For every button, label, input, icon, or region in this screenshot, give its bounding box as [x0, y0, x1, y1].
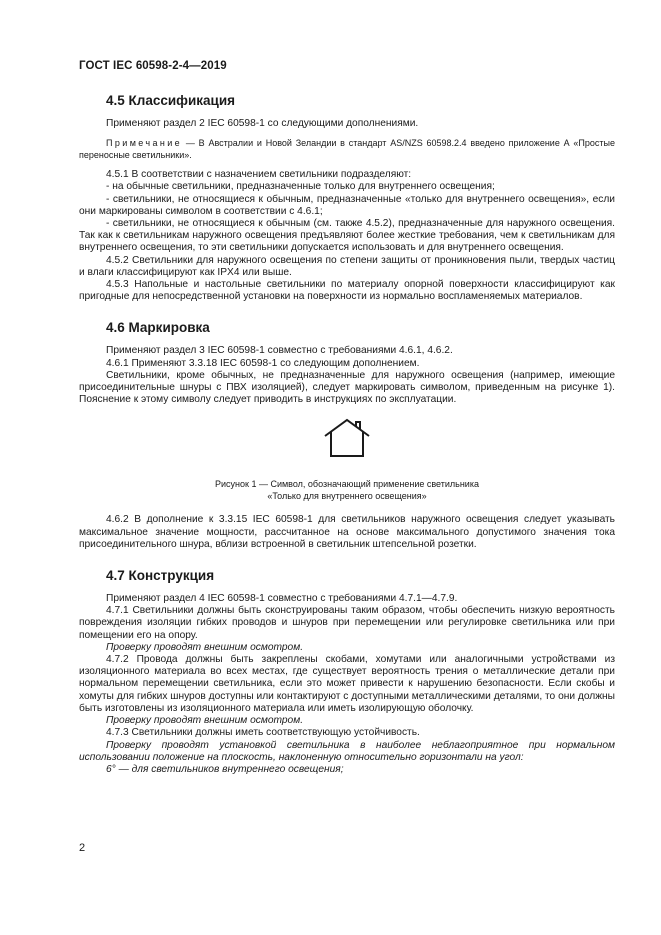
- list-item: - светильники, не относящиеся к обычным, предназначенные «только для внутреннего освещения», если они маркированы символом в соответствии с 4.6.1;: [79, 193, 615, 217]
- note-text: — В Австралии и Новой Зеландии в стандарт AS/NZS 60598.2.4 введено приложение А «Простые переносные светильники».: [79, 138, 615, 160]
- check-note: Проверку проводят установкой светильника в наиболее неблагоприятное при нормальном использовании положение на плоскость, наклоненную относительно горизонтали на угол:: [79, 739, 615, 763]
- paragraph: 4.6.1 Применяют 3.3.18 IEC 60598-1 со следующим дополнением.: [106, 357, 420, 369]
- figure-caption: [79, 478, 615, 502]
- section-title-4-5: 4.5 Классификация: [106, 93, 236, 108]
- document-header: ГОСТ IEC 60598-2-4—2019: [79, 60, 227, 72]
- paragraph: Светильники, кроме обычных, не предназначенные для наружного освещения (например, имеющие присоединительные шнуры с ПВХ изоляцией), следует маркировать символом, приведенным на рисунке 1). Пояснение к этому символу следует приводить в инструкциях по эксплуатации.: [79, 369, 615, 406]
- section-title-4-6: 4.6 Маркировка: [106, 320, 210, 336]
- paragraph: 4.7.3 Светильники должны иметь соответствующую устойчивость.: [106, 727, 420, 739]
- figure-1: [79, 418, 615, 502]
- check-note: 6° — для светильников внутреннего освещения;: [106, 763, 344, 775]
- figure-caption-line-2: «Только для внутреннего освещения»: [267, 491, 427, 502]
- list-item: - на обычные светильники, предназначенные только для внутреннего освещения;: [106, 181, 495, 193]
- paragraph: 4.6.2 В дополнение к 3.3.15 IEC 60598-1 для светильников наружного освещения следует указывать максимальное значение мощности, рассчитанное на основе максимального допустимого значения тока присоединительного шнура, вблизи встроенной в светильник штепсельной розетки.: [79, 514, 615, 550]
- document-body: [79, 92, 615, 776]
- check-note: Проверку проводят внешним осмотром.: [106, 641, 304, 653]
- note-label: Примечание: [106, 138, 183, 149]
- figure-caption-line-1: Рисунок 1 — Символ, обозначающий применение светильника: [215, 479, 479, 490]
- page-number: 2: [79, 842, 86, 854]
- paragraph: Применяют раздел 2 IEC 60598-1 со следующими дополнениями.: [106, 118, 419, 129]
- paragraph: 4.5.2 Светильники для наружного освещения по степени защиты от проникновения пыли, твердых частиц и влаги классифицируют как IPX4 или выше.: [79, 254, 615, 278]
- paragraph: 4.5.3 Напольные и настольные светильники по материалу опорной поверхности классифицируют как пригодные для непосредственной установки на поверхности из нормально воспламеняемых материалов.: [79, 279, 615, 303]
- section-title-4-7: 4.7 Конструкция: [106, 568, 215, 584]
- paragraph: 4.5.1 В соответствии с назначением светильники подразделяют:: [106, 169, 412, 181]
- house-symbol-icon: [322, 418, 372, 458]
- paragraph: Применяют раздел 3 IEC 60598-1 совместно с требованиями 4.6.1, 4.6.2.: [106, 345, 453, 357]
- check-note: Проверку проводят внешним осмотром.: [106, 715, 304, 727]
- note: [79, 138, 615, 161]
- list-item: - светильники, не относящиеся к обычным (см. также 4.5.2), предназначенные для наружного освещения. Так как к светильникам наружного освещения предъявляют более жесткие требования, чем к светильникам для внутреннего освещения, то эти светильники допускается использовать и для внутреннего освещения.: [79, 218, 615, 254]
- paragraph: Применяют раздел 4 IEC 60598-1 совместно с требованиями 4.7.1—4.7.9.: [106, 593, 458, 605]
- paragraph: 4.7.1 Светильники должны быть сконструированы таким образом, чтобы обеспечить низкую вероятность повреждения изоляции гибких проводов и шнуров при перемещении или регулировке светильника или при помещении его на опору.: [79, 605, 615, 641]
- paragraph: 4.7.2 Провода должны быть закреплены скобами, хомутами или аналогичными устройствами из изоляционного материала во всех местах, где существует вероятность трения о металлические детали при нормальном перемещении светильника, если это может привести к нарушению безопасности. Если скобы и хомуты для гибких шнуров доступны или контактируют с доступными металлическими деталями, то они должны быть изготовлены из изоляционного материала или иметь изолирующую оболочку.: [79, 654, 615, 714]
